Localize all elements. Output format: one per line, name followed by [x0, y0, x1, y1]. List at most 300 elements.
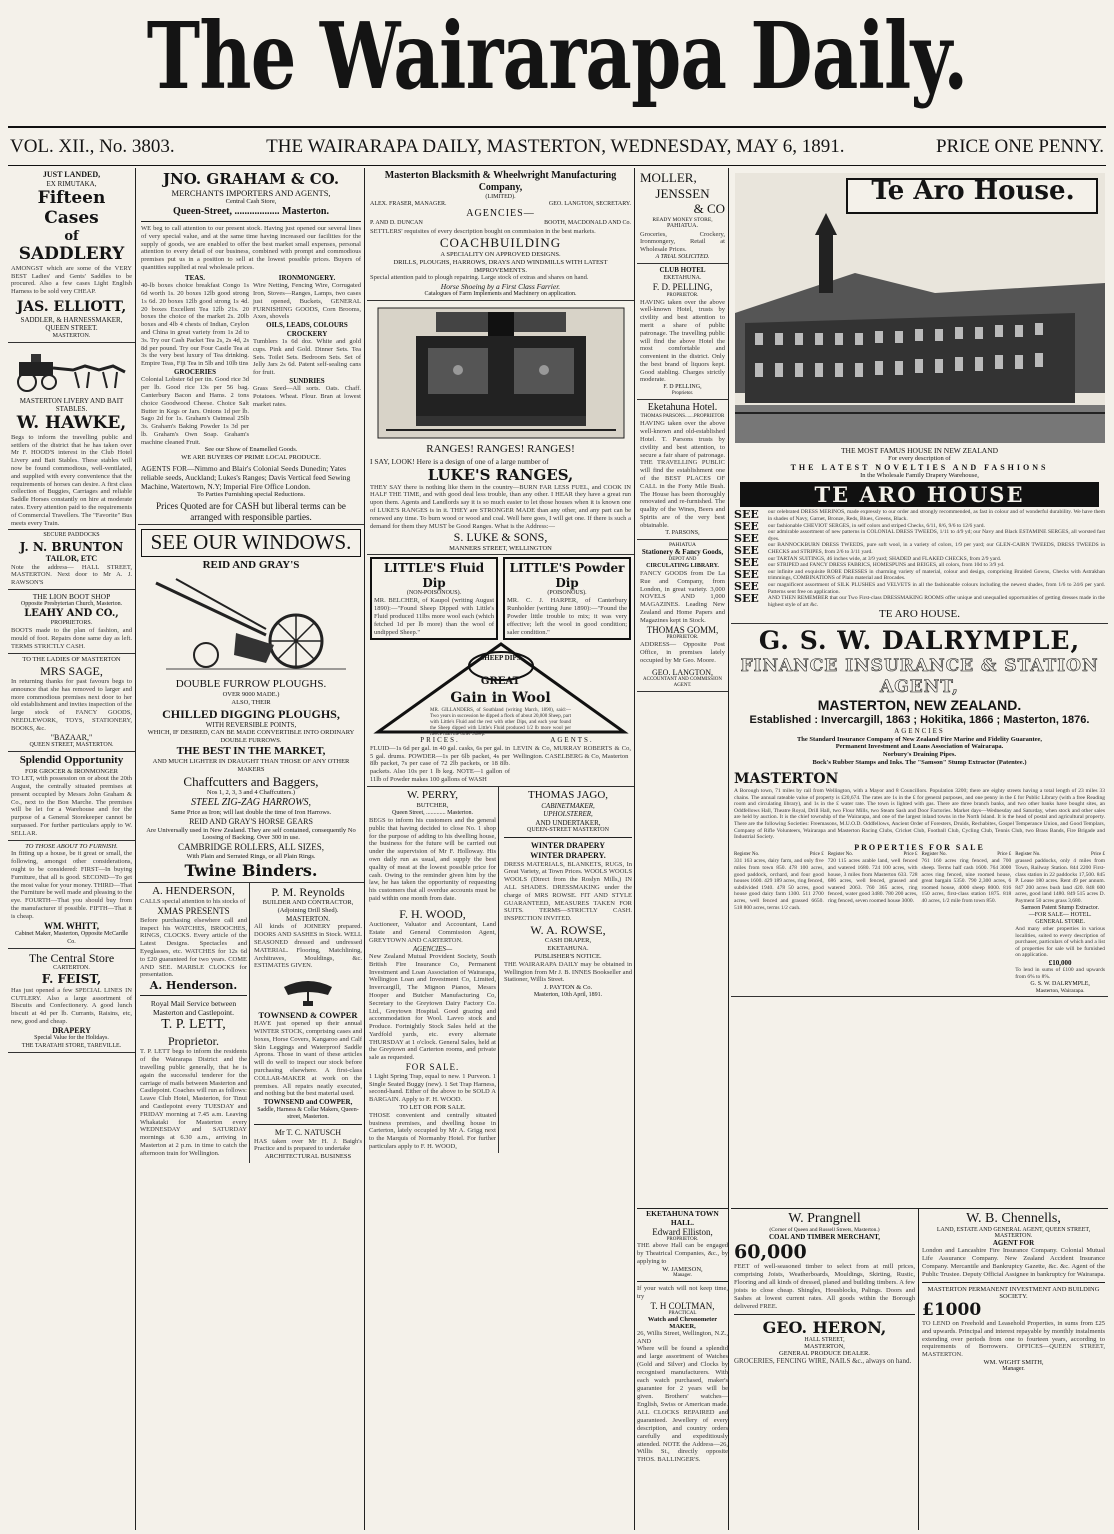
heron-sub: HALL STREET, — [804, 1336, 845, 1343]
wood-agencies: AGENCIES— — [412, 944, 453, 953]
sale-body: And many other properties in various localities, suited to every description of purchaser, particulars of which and a list of properties for sale will be furnished on application. — [1015, 926, 1105, 959]
architectural: ARCHITECTURAL BUSINESS — [264, 1153, 352, 1161]
dip-emblem — [370, 642, 631, 738]
reg-label-2: Register No. — [827, 852, 854, 858]
moller-co: & CO — [693, 201, 725, 217]
advert-dalrymple — [731, 624, 1108, 997]
groceries-heading: GROCERIES — [173, 367, 216, 376]
samson: Samson Patent Stump Extractor. — [1021, 904, 1099, 911]
perry-name: W. PERRY, — [406, 788, 459, 801]
settlers: SETTLERS' requisites of every description bought on commission in the best markets. — [370, 227, 596, 235]
perm-society: MASTERTON PERMANENT INVESTMENT AND BUILDING SOCIETY. — [927, 1285, 1100, 1300]
jago-under: AND UNDERTAKER, — [535, 818, 601, 827]
mbw-ltd: (LIMITED). — [485, 194, 516, 200]
heron-body: GROCERIES, FENCING WIRE, NAILS &c., always on hand. — [734, 1356, 912, 1365]
latest-novelties: THE LATEST NOVELTIES AND FASHIONS — [790, 462, 1049, 472]
ranges-say: I SAY, LOOK! Here is a design of one of a large number of — [370, 456, 549, 466]
fluid-dip: LITTLE'S Fluid Dip — [383, 561, 485, 590]
parsons-sig: T. PARSONS, — [665, 529, 700, 536]
column-1 — [8, 168, 136, 1530]
leahy-name: LEAHY AND CO., — [24, 608, 119, 620]
advert-gomm — [637, 540, 728, 693]
masthead-title: The Wairarapa Daily. — [146, 2, 968, 110]
see-6: SEE — [734, 567, 759, 581]
for-sale-heading: FOR SALE. — [405, 1062, 460, 1073]
winter-drapery: WINTER DRAPERY — [530, 841, 606, 851]
mbw-name: Masterton Blacksmith & Wheelwright Manufacturing Company, — [384, 170, 617, 193]
coltman-practical: PRACTICAL — [668, 1310, 697, 1316]
reg-label-1: Register No. — [734, 852, 760, 858]
brunton-body: Note the address— HALL STREET, MASTERTON. Next door to Mr A. J. RAWSON'S — [11, 563, 132, 587]
reversible: WITH REVERSIBLE POINTS, — [205, 721, 297, 730]
see-text-6: our STRIPED and FANCY DRESS FABRICS, HOMESPUNS and BEIGES, all colors, from 10d to 3/9 yd. — [767, 562, 1005, 569]
gain-in-wool: Gain in Wool — [450, 690, 551, 707]
gomm-address: ADDRESS— Opposite Post Office, in premises lately occupied by Mr Geo. Moore. — [640, 641, 725, 664]
henderson-name: A. HENDERSON, — [152, 884, 235, 897]
crockery-list: Tumblers 1s 6d doz. White and gold cups. Pink and Gold. Dinner Sets. Tea Sets. Toilet Sets. Bedroom Sets. Set of Jelly Jars 2s 6d. Patent self-sealing cans for fruit. — [253, 337, 361, 377]
agency-duncan: P. AND D. DUNCAN — [370, 220, 423, 227]
price-label-1: Price £ — [809, 852, 824, 858]
reynolds-sub: BUILDER AND CONTRACTOR, — [262, 899, 354, 907]
chennells-name: W. B. Chennells, — [966, 1211, 1061, 1226]
coltman-watch: Watch and Chronometer MAKER, — [647, 1315, 718, 1330]
properties-3: 761 160 acres ring fenced, and 700 sheep. Terms half cash 1600. 764 3000 acres ring fenced, nine roomed house, great bargain 5350. 790 2,300 acres, 6 roomed house, 4000 sheep 8000. 816 150 acres, first-class station 1875. 818 40 acres, 1/2 mile from town 850. — [921, 858, 1012, 904]
thousand-pounds: £1000 — [922, 1299, 982, 1320]
jago-name: THOMAS JAGO, — [527, 788, 609, 801]
pelling-name: F. D. PELLING, — [652, 281, 713, 292]
ek-hotel: Eketahuna Hotel. — [647, 402, 718, 414]
col3-split — [367, 787, 634, 1153]
publisher-notice: PUBLISHER'S NOTICE. — [534, 952, 602, 960]
advert-opportunity — [8, 752, 135, 840]
masterton-nz: MASTERTON, NEW ZEALAND. — [817, 697, 1022, 714]
oils-heading: OILS, LEADS, COLOURS — [266, 321, 348, 330]
te-aro-engraving — [735, 173, 1105, 443]
see-and-then: AND THEN REMEMBER that our Two First-class DRESSMAKING ROOMS offer unique and unequalled opportunities of getting dresses made in the highest style of art &c. — [767, 595, 1105, 608]
volume-number: VOL. XII., No. 3803. — [10, 135, 175, 157]
catalogues: Catalogues of Farm Implements and Machinery on application. — [424, 291, 577, 298]
convertible: WHICH, IF DESIRED, CAN BE MADE CONVERTIBLE INTO ORDINARY DOUBLE FURROWS. — [147, 729, 355, 745]
ladies-heading: TO THE LADIES OF MASTERTON — [22, 655, 121, 663]
heron-gen: GENERAL PRODUCE DEALER. — [779, 1349, 870, 1357]
henderson-sig: A. Henderson. — [149, 979, 238, 993]
townsend-sig: TOWNSEND and COWPER, — [263, 1098, 353, 1107]
chaffcutters: Chaffcutters and Baggers, — [183, 773, 319, 789]
gomm-sub: PROPRIETOR. — [666, 635, 699, 641]
townsend-sub: Saddle, Harness & Collar Makers, Queen-street, Masterton. — [257, 1106, 359, 1120]
luke-sons: S. LUKE & SONS, — [453, 530, 548, 545]
coltman-name: T. H COLTMAN, — [650, 1300, 715, 1311]
reynolds-body: All kinds of JOINERY prepared. DOORS AND SASHES in Stock. WELL SEASONED dressed and undressed MATERIAL. Flooring, Matchlining, Architraves, Mouldings, &c. ESTIMATES GIVEN. — [254, 923, 362, 970]
furnish-body: In fitting up a house, be it great or small, the following, amongst other considerations, ought to be considered: FIRST—In buying Furniture, that all is good. SECOND—To get the most value for your money. THIRD—That the Furniture be well made and pleasing to the eye. FOURTH—That you should buy from the manufacturer if possible. FIFTH—That it is cheap. — [11, 850, 132, 920]
family-warehouse: In the Wholesale Family Drapery Warehouse, — [860, 472, 979, 480]
lighter: AND MUCH LIGHTER IN DRAUGHT THAN THOSE OF ANY OTHER MAKERS — [152, 758, 350, 773]
every-description: For every description of — [888, 455, 951, 462]
whitt-name: WM. WHITT, — [44, 920, 99, 931]
leahy-sub: PROPRIETORS. — [50, 620, 93, 627]
advert-moller — [637, 168, 728, 264]
sundries-heading: SUNDRIES — [289, 376, 325, 385]
see-text-7: our infinite and exquisite ROBE DRESSES in charming variety of material, colour and design, comprising Braided Gowns, Checks with Astrakhan trimmings, COMBINATIONS of Plain material and Brocades. — [767, 568, 1105, 582]
properties-4: grassed paddocks, only 4 miles from Town, Railway Station. 844 2200 First-class station in 22 paddocks 17,500. 845 P. Lease 180 acres. Rent 49 per annum. 847 200 acres bush land 420. 848 600 acres, good land 1480. 849 515 acres D. Payment 50 acres grass 3,680. — [1015, 858, 1105, 904]
pahiatua: PAHIATUA. — [667, 223, 698, 230]
club-hotel: CLUB HOTEL — [659, 266, 706, 275]
groceries-list: Colonial Lobster 6d per tin. Good rice 3d per lb. Good rice 13s per 56 bag. Canterbury Bacon and Hams. 2 tons choice Goodwood Cheese. Choice Salt Butter in Kegs or Jars. Onions 1d per lb. Sago 2d for 1s. Graham's Oatmeal 25lb 3s. Graham's Baking Powder 1s 3d per lb. Graham's Own Soap. Graham's machine cleaned Fruit. — [141, 376, 249, 446]
livery-heading: MASTERTON LIVERY AND BAIT STABLES. — [19, 396, 124, 414]
ek-town-hall: EKETAHUNA TOWN HALL. — [646, 1209, 719, 1227]
pelling-prop: PROPRIETOR. — [666, 292, 699, 298]
see-text-3: our admirable assortment of new patterns in COLONIAL DRESS TWEEDS, 1/11 to 4/9 yd; our Navy and Black ESTAMINE SERGES, all worsted fast dyes. — [767, 529, 1105, 542]
sage-name: MRS SAGE, — [40, 663, 103, 678]
xmas-presents: XMAS PRESENTS — [157, 905, 230, 916]
langton-name: GEO. LANGTON, — [652, 667, 713, 677]
carriage-illustration — [13, 348, 131, 394]
te-aro-house-banner: TE ARO HOUSE — [740, 482, 1099, 507]
stationery: Stationery & Fancy Goods, — [641, 548, 724, 557]
agents-heading: AGENTS. — [550, 736, 594, 745]
sage-body: In returning thanks for past favours begs to announce that she has removed to larger and more commodious premises next door to her old establishment and invites inspection of the large stock of FANCY GOODS, NEEDLEWORK, TOYS, STATIONERY, BOOKS, &c. — [11, 677, 132, 732]
ship: EX RIMUTAKA, — [46, 179, 97, 188]
agency-3: Norbury's Draining Pipes. — [882, 751, 957, 759]
agency-4: Bock's Rubber Stamps and Inks. The "Samson" Stump Extractor (Patentee.) — [812, 759, 1027, 767]
elliston-sub: PROPRIETOR. — [666, 1237, 699, 1242]
see-8: SEE — [734, 591, 759, 605]
ranges-body: THEY SAY there is nothing like them in the country—BURN FAR LESS FUEL, and COOK IN HALF THE TIME, and with good deal less trouble, than any other. I HEAR they have a great run upon them. Agents and Landlords say it is so much easier to let those houses when it is known one of LUKE'S RANGES is in it. THEY are STRONGER MADE than any other, and any part can be renewed any time. To burn wood or wood and coal. Well here goes, I will get one. If there is such a demand for them they MUST be Good Ranges. What is the Address:— — [370, 483, 631, 530]
properties-heading: PROPERTIES FOR SALE — [854, 842, 985, 852]
rowse-name: W. A. ROWSE, — [530, 922, 606, 937]
sixty-thousand: 60,000 — [734, 1241, 807, 1263]
prangnell-name: W. Prangnell — [788, 1211, 861, 1226]
over-made: OVER 9000 MADE.) — [222, 691, 280, 699]
lett-name: T. P. LETT, — [161, 1017, 226, 1033]
drapery-sub: Special Value for the Holidays. — [34, 1035, 109, 1042]
advert-sage — [8, 654, 135, 753]
price-label-3: Price £ — [997, 852, 1012, 858]
brunton-name: J. N. BRUNTON — [19, 539, 124, 554]
boots-body: BOOTS made to the plan of fashion, and mould of foot. Repairs done same day as left. TERMS STRICTLY CASH. — [11, 627, 132, 650]
enamelled: See our Show of Enamelled Goods. — [204, 446, 298, 454]
see-text-5: our TARTAN SUITINGS, 46 inches wide, at 3/9 yard; SHADED and FLAKED CHECKS, from 2/9 yard. — [767, 555, 1002, 562]
reg-label-3: Register No. — [921, 852, 947, 858]
advert-central-store — [8, 949, 135, 1053]
let-body: TO LET, with possession on or about the 20th August, the centrally situated premises at present occupied by Messrs John Graham & Co., next to the Bon Marche. The premises will be let for a Warehouse and for the purpose of a General Storekeeper cannot be surpassed. For further particulars apply to W. SELLAR. — [11, 775, 132, 837]
saddlery-heading: SADDLERY — [18, 244, 125, 265]
advert-eketahuna-hotel — [637, 400, 728, 539]
teas-heading: TEAS. — [184, 273, 206, 282]
lett-propr: Proprietor. — [168, 1034, 219, 1049]
price-label-2: Price £ — [903, 852, 918, 858]
prices-heading: PRICES. — [420, 736, 460, 745]
drills: DRILLS, PLOUGHS, HARROWS, DRAYS AND WINDMILLS WITH LATEST IMPROVEMENTS. — [393, 258, 608, 274]
col5-lower — [731, 1208, 1108, 1530]
townsend-body: HAVE just opened up their annual WINTER STOCK, comprising cases and boxes, Horse Covers, Kangaroo and Calf Skin Leggings and Waterproof Saddle Aprons. Those in want of these articles will do well to inspect our stock before purchasing elsewhere. A first-class COLLAR-MAKER at work on the premises. All repairs neatly executed, and nothing but the best material used. — [254, 1020, 362, 1098]
rowse-sub: CASH DRAPER, — [544, 937, 592, 945]
advert-furnish — [8, 841, 135, 949]
paddocks-heading: SECURE PADDOCKS — [43, 532, 100, 539]
dateline — [8, 126, 1106, 166]
payton: J. PAYTON & Co. — [543, 984, 593, 992]
price: PRICE ONE PENNY. — [935, 135, 1104, 157]
reynolds-sub2: (Adjoining Drill Shed). — [277, 907, 339, 915]
jago-cab: CABINETMAKER, — [541, 802, 595, 810]
graham-name: JNO. GRAHAM & CO. — [162, 170, 340, 188]
see-text-8: our magnificent assortment of SILK PLUSHES and VELVETS in all the fashionable colours including the newest shades, from 1/6 to 24/6 per yard. Patterns sent free on application. — [767, 581, 1105, 595]
reid-gray: REID AND GRAY'S — [202, 558, 300, 571]
mbw-agencies: AGENCIES— — [466, 208, 535, 220]
special-attention: Special attention paid to plough repairing. Large stock of extras and shares on hand. — [370, 274, 589, 282]
advert-blacksmith — [367, 168, 634, 301]
langton-sub: ACCOUNTANT AND COMMISSION AGENT. — [643, 677, 722, 689]
club-town: EKETAHUNA. — [663, 274, 702, 281]
see-5: SEE — [734, 555, 759, 569]
circulating: CIRCULATING LIBRARY. — [646, 562, 719, 569]
natusch-body: HAS taken over Mr H. J. Baigh's Practice and is prepared to undertake — [254, 1137, 362, 1153]
masterton-heading: MASTERTON — [734, 770, 839, 787]
ek-body: HAVING taken over the above well-known and old-established Hotel. T. Parsons trusts by civility and best attention, to secure a fair share of patronage. THE TRAVELLING PUBLIC will find the establishment one of the BEST PLACES OF CALL in the Forty Mile Bush. The House has been thoroughly renovated and re-furnished. The quality of the Wines, Beers and Spirits are of the very best obtainable. — [640, 420, 725, 529]
ranges-heading: RANGES! RANGES! RANGES! — [426, 443, 575, 456]
prangnell-sub: (Corner of Queen and Russell Streets, Masterton.) — [769, 1227, 880, 1233]
bazaar: "BAZAAR," — [50, 732, 93, 742]
powder-pois: (POISONOUS). — [547, 590, 587, 597]
natusch-name: Mr T. C. NATUSCH — [274, 1128, 342, 1138]
central-heading: The Central Store — [28, 950, 115, 965]
feist-body: Has just opened a few SPECIAL LINES IN CUTLERY. Also a large assortment of Biscuits and Confectionery. A good lunch biscuit at 4d per lb. Currants, Raisins, etc, new, good and cheap. — [11, 986, 132, 1025]
feist-name: F. FEIST, — [41, 972, 102, 987]
dalrymple-name: G. S. W. DALRYMPLE, — [758, 626, 1081, 656]
advert-te-aro — [731, 168, 1108, 624]
chilled-ploughs: CHILLED DIGGING PLOUGHS, — [162, 706, 340, 721]
reg-label-4: Register No. — [1015, 852, 1041, 858]
mbw-secretary: GEO. LANGTON, SECRETARY. — [548, 201, 631, 208]
powder-dip: LITTLE'S Powder Dip — [509, 561, 625, 590]
sheep-dips: SHEEP DIPS — [480, 654, 521, 663]
watch-intro: If your watch will not keep time, try — [637, 1284, 728, 1300]
teas-list: 40-lb boxes choice breakfast Congo 1s 6d worth 1s. 20 boxes 12lb good strong 1s 6d. 20 boxes 12lb good strong 1s 4d. 20 boxes Excellent Tea 12lb 21s. 20 boxes the choice of the market 2s. 20lb boxes and 4lb 4 chests of Indian, Ceylon and China in great variety from 1s 2d to 3s. Try our Cash Packet Tea 2s, 2s 4d, 2s 8d per pound. Try our Four Castle Tea at 3s the very best luxury of Tea drinking. Empire Teas, Fiji Tea in 5lb and 10lb tins — [141, 282, 249, 368]
just-landed: JUST LANDED, — [42, 170, 101, 179]
payton-sub: Masterton, 10th April, 1891. — [533, 991, 603, 998]
perry-trade: BUTCHER, — [416, 802, 449, 809]
henderson-body-2: Before purchasing elsewhere call and inspect his WATCHES, BROOCHES, RINGS, CLOCKS. Every article of the Latest Designs. Spectacles and Eyeglasses, etc. WATCHES for 12s 6d to £20 guaranteed for two years. COME AND SEE. MARBLE CLOCKS for presentation. — [140, 916, 247, 979]
properties-list — [734, 852, 1105, 994]
club-sig2: Proprietor. — [671, 391, 694, 397]
chennells-sub: LAND, ESTATE AND GENERAL AGENT, QUEEN STREET, MASTERTON. — [936, 1227, 1091, 1239]
smith-sub: Manager. — [1002, 1366, 1025, 1373]
dateline-center: THE WAIRARAPA DAILY, MASTERTON, WEDNESDAY, MAY 6, 1891. — [266, 135, 845, 157]
advert-hawke — [8, 343, 135, 531]
coltman-body: Where will be found a splendid and large assortment of Watches (Gold and Silver) and Clocks by recognised manufacturers. With each watch purchased, maker's guarantee for 2 years will be given. Brothers' watches—English, Swiss or American made. ALL CLOCKS REPAIRED and guaranteed. Jewellery of every description, and country orders carefully and expeditiously attended. NOTE the Address—26, Willis St., directly opposite THOS. BALLINGER'S. — [637, 1345, 728, 1464]
buyers: WE ARE BUYERS OF PRIME LOCAL PRODUCE. — [181, 454, 321, 462]
gears-body: Are Universally used in New Zealand. They are self contained, consequently No Loosing of Backing. Over 300 in use. — [146, 826, 356, 842]
see-text-4: our BANNOCKBURN DRESS TWEEDS, pure soft wool, in a variety of colors, 1/9 per yard; our GLEN-CAIRN TWEEDS, DRESS TWEEDS in CHECKS and STRIPES, from 2/6 to 3/11 yard. — [767, 542, 1105, 555]
graham-street: Queen-Street, .................. Masterton. — [173, 205, 329, 217]
winter-drapery-2: WINTER DRAPERY. — [530, 850, 606, 860]
harrows-sub: Same Price as Iron; will last double the time of Iron Harrows. — [170, 809, 332, 817]
lett-body: T. P. LETT begs to inform the residents of the Wairarapa District and the travelling public generally, that he is again the successful tenderer for the carriage of mails between Masterton and Castlepoint. Coaches will run as follows: Leave Club Hotel, Masterton, for Tinui and Castlepoint every TUESDAY and FRIDAY morning at 7.45 a.m. Leaving Whakataki for Masterton every WEDNESDAY and SATURDAY mornings at 6.30 a.m., arriving in Masterton at 2 p.m. in time to catch the afternoon train for Wellington. — [140, 1048, 247, 1157]
col2-split — [138, 883, 364, 1163]
coach-sub: A SPECIALITY ON APPROVED DESIGNS. — [440, 250, 561, 258]
prangnell-body: FEET of well-seasoned timber to select from at mill prices, comprising Joists, Weatherboards, Mouldings, Skirting, Rustic, Flooring and all kinds of dressed, planed and building timbers. A few joists to close cheap. Shingles, Housblocks, Palings. Doors and Sashes at lowest current rates. All goods within the Borough delivered FREE. — [734, 1263, 915, 1310]
advert-brunton — [8, 530, 135, 590]
sale-sig: G. S. W. DALRYMPLE, — [1030, 980, 1090, 987]
gillanders-testimonial: MR. GILLANDERS, of Southland (writing March, 1890), said:—Two years in succession he dipped a flock of about 20,000 Sheep, part with Little's Fluid and the rest with other Dips, and each year found the Sheep dipped with Little's Fluid produced 1/2 lb more wool per fleece than the other Sheep. — [430, 708, 571, 738]
sale-lend: To lend in sums of £100 and upwards from 6% to 8%. — [1015, 967, 1105, 981]
advert-club-hotel — [637, 264, 728, 400]
jago-uph: UPHOLSTERER, — [543, 810, 593, 819]
advert-saddlery — [8, 168, 135, 343]
parties: To Parties Furnishing special Reductions. — [196, 491, 306, 499]
see-3: SEE — [734, 532, 759, 546]
column-2 — [138, 168, 365, 1530]
furnish-heading: TO THOSE ABOUT TO FURNISH. — [25, 842, 118, 850]
advert-graham — [138, 168, 364, 525]
twine-binders: Twine Binders. — [184, 860, 318, 880]
perry-address: Queen Street, ............. Masterton. — [392, 809, 473, 816]
jameson-sub: Manager. — [673, 1272, 692, 1278]
fancy-body: FANCY GOODS from De La Rue and Company, from London, in great variety. 3,000 NOVELS AND 1,000 MAGAZINES. Leading New Zealand and Home Papers and Magazines kept in Stock. — [640, 569, 725, 624]
col4-lower — [637, 1208, 729, 1530]
general-store: GENERAL STORE. — [1035, 918, 1085, 925]
heron-name: GEO. HERON, — [762, 1317, 887, 1337]
horse-shoeing: Horse Shoeing by a First Class Farrier. — [440, 282, 561, 292]
te-aro-title: Te Aro House. — [871, 176, 1075, 206]
see-4: SEE — [734, 544, 759, 557]
harper-testimonial: MR. C. J. HARPER, of Canterbury Runholder (writing June 1890):—"Found the Powder little trouble to mix; it was very effective; left the wool in good condition; saler condition." — [507, 597, 627, 636]
opportunity-heading: Splendid Opportunity — [19, 754, 124, 767]
royal-mail: Royal Mail Service between Masterton and Castlepoint. — [150, 999, 237, 1018]
sage-address: QUEEN STREET, MASTERTON. — [29, 742, 114, 749]
advert-littles-dip — [367, 555, 634, 786]
sundries-list: Grass Seed—All sorts. Oats. Chaff. Potatoes. Wheat. Flour. Bran at lowest market rates. — [253, 385, 361, 408]
luke-address: MANNERS STREET, WELLINGTON — [449, 544, 552, 552]
whitt-sub: Cabinet Maker, Masterton, Opposite McCardle Co. — [14, 931, 129, 945]
reynolds-name: P. M. Reynolds — [271, 884, 345, 899]
chennells-body: London and Lancashire Fire Insurance Company. Colonial Mutual Life Assurance Company. New Zealand Accident Insurance Company. Mercantile and Bankruptcy Gazette, &c. &c. Agent of the Public Trustee. Deputy Official Assignee in bankruptcy for Wairarapa. — [922, 1247, 1106, 1278]
smith-name: WM. WIGHT SMITH, — [983, 1359, 1044, 1367]
hotel-for-sale: —FOR SALE— HOTEL. — [1028, 911, 1092, 918]
to-let-heading: TO LET OR FOR SALE. — [399, 1104, 466, 1112]
see-text-1: our celebrated DRESS MERINOS, made expressly to our order and strongly recommended, as fast in colour and of wonderful durability. We have them in shades of Navy, Garnet, Bronze, Reds, Blues, Greens, Black. — [767, 509, 1105, 522]
price-label-4: Price £ — [1090, 852, 1105, 858]
see-1: SEE — [734, 508, 759, 522]
mbw-manager: ALEX. FRASER, MANAGER. — [370, 201, 447, 208]
jago-address: QUEEN-STREET MASTERTON — [527, 827, 609, 834]
windows-heading: SEE OUR WINDOWS. — [141, 529, 361, 556]
masterton-description: A Borough town, 71 miles by rail from Wellington, with a Mayor and 8 Councillors. Population 3200; there are eighty streets having a total length of 23 miles 33 chains. The annual rateable value of property is £20,674. The rates are 1s in the £ for general purposes, and one penny in the £ for Public Library (with a free Reading room and circulating library), and 1s in the £ water rate. The town is lighted with gas. There are three branch banks, and two other banks have bought sites, an Oddfellows Hall, Theatre Royal, Drill Hall, two Flour Mills, two Steam Sash and Door Factories. Market days—Wednesday and Saturday, when stock and other sales are held by auction. It is the chief township of the Wairarapa, and one of the largest inland towns in the North Island. It is the head of postal and agricultural property. There are the following Societies: Freemasons, M.U.O.D. Oddfellows, Ancient Order of Foresters, Druids, Rechabites, Gospel Temperance Union, and Good Templars, Company of Rifle Volunteers, Wairarapa and Masterton Racing Clubs, Cricket Club, Football Club, Cycling Club, Tennis Club, two Brass Bands, Fire Brigade and Industrial Society. — [734, 788, 1105, 841]
saddle-illustration — [278, 973, 338, 1007]
iron-list: Wire Netting, Fencing Wire, Corrugated Iron, Stoves—Ranges, Lamps, two cases just opened, Buckets, GENERAL FURNISHING GOODS, Corn Brooms, Axes, shovels — [253, 282, 361, 321]
for-sale-body: 1 Light Spring Trap, equal to new. 1 Purveon. 1 Single Seated Buggy (new). 1 Set Trap Harness, second-hand. Either of the above to be SOLD A BARGAIN. Apply to F. H. WOOD. — [369, 1072, 496, 1104]
see-7: SEE — [734, 579, 759, 593]
elliston-name: Edward Elliston, — [652, 1227, 713, 1237]
also-their: ALSO, THEIR — [231, 698, 271, 706]
harrows: STEEL ZIG-ZAG HARROWS, — [190, 797, 312, 809]
advert-ranges — [367, 301, 634, 555]
dalrymple-agencies: AGENCIES — [894, 727, 945, 736]
agents-body: LEVIN & Co, MURRAY ROBERTS & Co, Wellington. CASELBERG & Co, Masterton — [513, 744, 631, 760]
wood-sub: Auctioneer, Valuator and Accountant, Land Estate and General Commission Agent, GREYTOWN AND CARTERTON. — [369, 921, 496, 944]
depot: DEPOT AND — [668, 556, 697, 562]
carterton: CARTERTON. — [53, 965, 90, 972]
jenssen-name: JENSSEN — [655, 185, 710, 201]
advert-reid-gray — [138, 525, 364, 882]
perm-body: TO LEND on Freehold and Leasehold Properties, in sums from £25 and upwards. Principal and interest repayable by monthly instalments extending over periods from one to fourteen years, according to requirements of Borrowers. OFFICES—QUEEN STREET, MASTERTON. — [922, 1319, 1105, 1359]
belcher-testimonial: MR. BELCHER, of Kaupol (writing August 1890):—"Found Sheep Dipped with Little's Fluid produced 11lbs more wool each (which fetched 1d per lb more) than the wool of undipped Sheep." — [374, 597, 494, 636]
properties-2: 720 115 acres arable land, well fenced and watered 1680. 724 100 acres, with house, 3 miles from Masterton 633. 728 686 acres, well fenced, grassed and watered 2063. 760 365 acres, ring fenced, water good 3480. 780 200 acres, ring fenced, seven roomed house 3000. — [827, 858, 918, 904]
hawke-body: Begs to inform the travelling public and settlers of the district that he has taken over Mr F. HOOD'S interest in the Club Hotel Livery and Bait Stables. These stables will now be found commodious, well-ventilated, and supplied with every convenience that the requirements of horses can desire. A first class collection of Buggies, Carriages and reliable Saddle Horses constantly on hire at moderate rates. Every attention paid to the requirements of Commercial Travellers. The "Favorite" Bus meets every Train. — [11, 433, 132, 527]
see-2: SEE — [734, 520, 759, 534]
advert-prangnell — [731, 1209, 919, 1530]
best-market: THE BEST IN THE MARKET, — [176, 745, 326, 757]
pah-heading: PAHIATUA — [669, 541, 696, 548]
chaff-nos: Nos 1, 2, 3, 3 and 4 Chaffcutters.) — [206, 789, 296, 797]
coal-timber: COAL AND TIMBER MERCHANT, — [769, 1233, 880, 1241]
jameson-name: W. JAMESON, — [662, 1265, 703, 1273]
horse-gears: REID AND GRAY'S HORSE GEARS — [189, 816, 313, 826]
established: Established : Invercargill, 1863 ; Hokitika, 1866 ; Masterton, 1876. — [749, 714, 1090, 727]
fifteen-cases: Fifteen Cases — [37, 187, 106, 229]
saddlery-body: AMONGST which are some of the VERY BEST Ladies' and Gents' Saddles to be procured. Also a few cases Light English Harness to be sold very CHEAP. — [11, 264, 132, 296]
sale-sig2: Masterton, Wairarapa. — [1035, 987, 1085, 994]
prices-quoted: Prices Quoted are for CASH but liberal terms can be arranged with responsible parties. — [156, 500, 346, 522]
masthead — [0, 0, 1114, 112]
moller-name: MOLLER, — [640, 170, 697, 185]
range-illustration — [376, 306, 626, 440]
graham-cash: Central Cash Store, — [225, 198, 277, 206]
elliott-name: JAS. ELLIOTT, — [16, 298, 127, 315]
agency-2: Permanent Investment and Loans Association of Wairarapa. — [835, 743, 1004, 751]
trial: A TRIAL SOLICITED. — [655, 253, 710, 260]
prices-body: FLUID—1s 6d per gal. in 40 gal. casks, 6s per gal. in 5 gal. drums. POWDER—1s per 6lb packet, 4s per 8lb packet, 7s per case of 72 2lb packets, or 18 8lb. packets. Also 10s per 1 lb keg. NOTE—1 gallon of 11lb of Powder makes 100 gallons of WASH — [370, 744, 510, 784]
rollers: CAMBRIDGE ROLLERS, ALL SIZES, — [178, 842, 324, 853]
elliott-trade: SADDLER, & HARNESSMAKER, — [20, 315, 123, 324]
lion-sub: Opposite Presbyterian Church, Masterton. — [20, 601, 123, 607]
rollers-sub: With Plain and Serrated Rings, or all Plain Rings. — [186, 852, 316, 860]
sale-amount: £10,000 — [1048, 959, 1072, 968]
heron-town: MASTERTON, — [804, 1342, 845, 1350]
gomm-name: THOMAS GOMM, — [646, 624, 719, 635]
coltman-address: 26, Willis Street, Wellington, N.Z., AND — [637, 1329, 728, 1345]
grocer-heading: FOR GROCER & IRONMONGER — [25, 767, 118, 775]
wood-body: New Zealand Mutual Provident Society, South British Fire Insurance Co, Permanent Investment and Loan Association of Wairarapa, Wellington Loan and Investment Co, Limited, Invercargill, The Mignon Pianos, Messrs Hooper and Butcher Manufacturing Co, Secretary to the Greytown Dairy Factory Co. Ltd., Greytown Hospital. Good grazing and accommodation for Wool. Lavvo stock and Produce. Fortnightly Stock Sales held at the Yardfold yards, etc. every alternate THURSDAY at 1 o'clock. General Sales, held at the Greytown and Carterton rooms, and private sale as requested. — [369, 952, 496, 1062]
parsons: THOMAS PARSONS.......PROPRIETOR — [640, 414, 725, 420]
of-text: of — [64, 228, 79, 244]
perry-body: BEGS to inform his customers and the general public that having decided to close No. 1 shop for the purpose of adding to his dwelling house, the business for the future will be carried out under the supervision of Mr F. Holloway. His own daily run as usual, and supply the best quality of meat at the lowest possible price for cash. Owing to the reminder given him by the law, he has taken the opportunity of requesting his customers that all overdue accounts must be paid within one month from date. — [369, 816, 496, 902]
brunton-trade: TAILOR, ETC — [45, 554, 98, 564]
moller-body: Groceries, Crockery, Ironmongery, Retail at Wholesale Prices. — [640, 230, 725, 254]
henderson-body: CALLS special attention to his stocks of — [140, 898, 246, 906]
graham-intro: WE beg to call attention to our present stock. Having just opened our several lines of very special value, and at the same time having increased our facilities for the supply of goods, we are enabled to offer the best market small expenses, personal attention to every detail of our business, combined with prompt and commodious premises put us in a position to sell at the lowest possible prices. Buyers of quantities supplied at real wholesale prices. — [141, 224, 361, 271]
te-aro-caption: THE MOST FAMUS HOUSE IN NEW ZEALAND — [840, 446, 999, 455]
crockery-heading: CROCKERY — [286, 329, 328, 338]
hawke-name: W. HAWKE, — [16, 413, 127, 434]
townsend-name: TOWNSEND & COWPER — [258, 1010, 358, 1021]
to-let-body: THOSE convenient and centrally situated business premises, and dwelling house in Carterton, lately occupied by Mr A. Grigg next to the Marquis of Normanby Hotel. For further particulars apply to F. H. WOOD, — [369, 1111, 496, 1151]
club-body: HAVING taken over the above well-known Hotel, trusts by civility and best attention to merit a share of public patronage. The travelling public will find the above Hotel the most comfortable and convenient in the district. Only the best brand of liquors kept. Good stabling. Charges strictly moderate. — [640, 298, 725, 384]
drapery-heading: DRAPERY — [52, 1025, 91, 1035]
elliott-street: QUEEN STREET. — [45, 324, 98, 333]
agency-booth: BOOTH, MACDONALD AND Co. — [544, 220, 631, 227]
elliott-town: MASTERTON. — [52, 332, 91, 339]
ready-money: READY MONEY STORE, — [652, 216, 713, 223]
te-aro-footer: TE ARO HOUSE. — [879, 608, 960, 621]
advert-chennells — [919, 1209, 1108, 1530]
elliston-body: THE above Hall can be engaged by Theatrical Companies, &c., by applying to — [637, 1242, 728, 1265]
agents-for: AGENTS FOR—Nimmo and Blair's Colonial Seeds Dunedin; Yates reliable seeds, Auckland; Lukes's Ranges; Davis Vertical feed Sewing Machine, Watertown, N.Y; Imperial Fire Office London. — [141, 464, 351, 492]
chennells-agent: AGENT FOR — [992, 1239, 1035, 1247]
publisher-body: THE WAIRARAPA DAILY may be obtained in Wellington from Mr J. B. INNES Bookseller and Stationer, Willis Street. — [504, 960, 632, 984]
rowse-town: EKETAHUNA. — [547, 945, 589, 953]
lion-heading: THE LION BOOT SHOP — [32, 592, 111, 601]
